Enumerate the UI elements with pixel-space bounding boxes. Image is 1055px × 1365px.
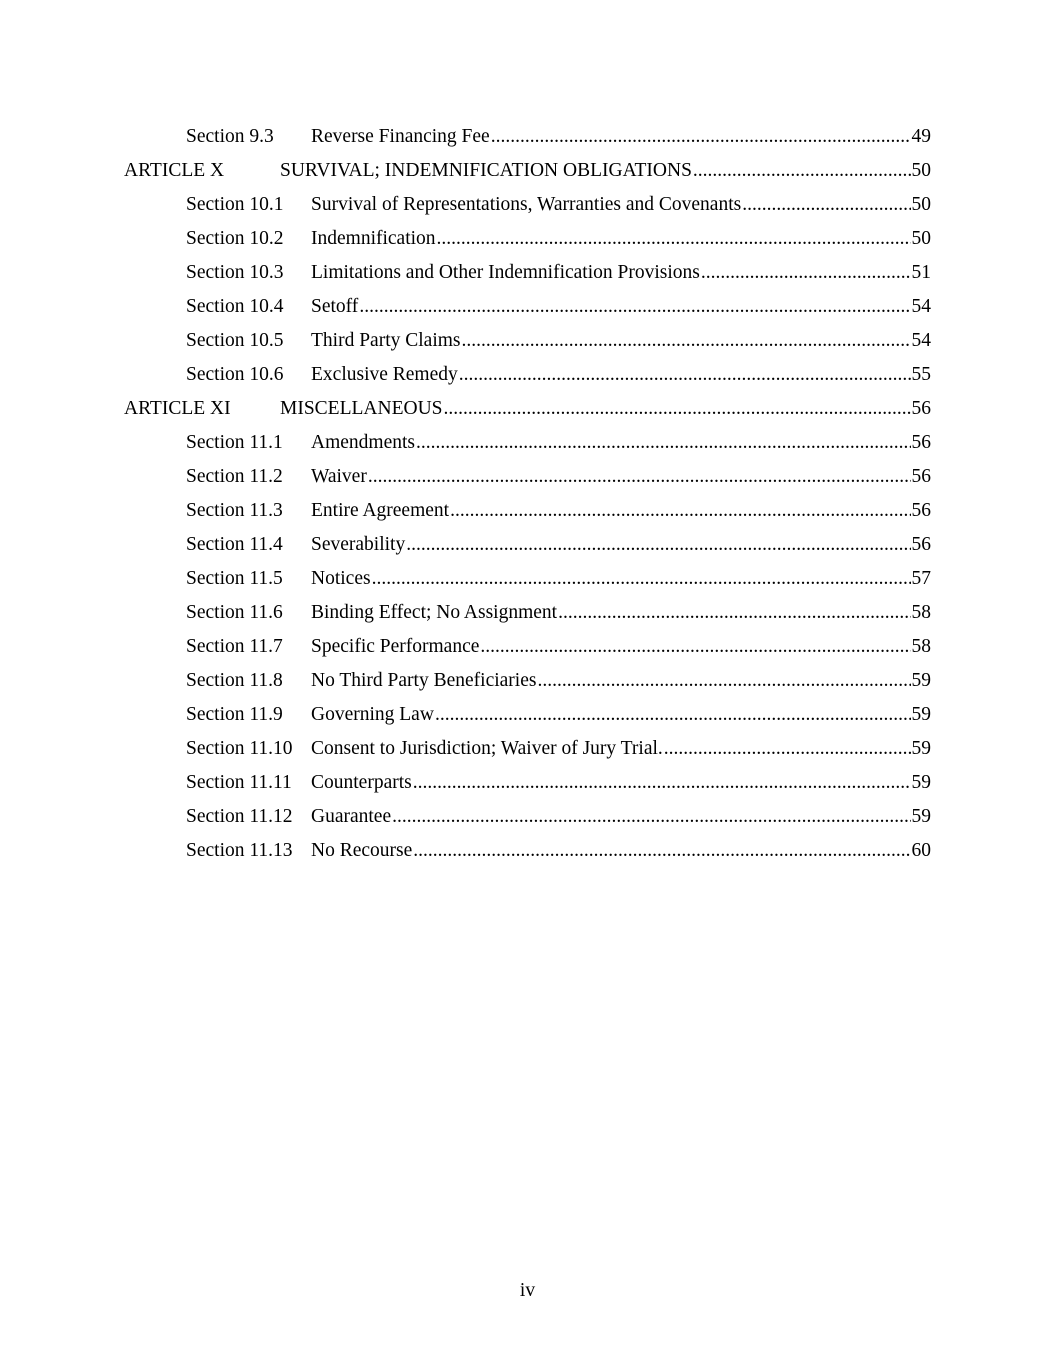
dot-leader bbox=[435, 702, 911, 728]
toc-entry-number: Section 11.13 bbox=[186, 840, 293, 861]
toc-entry-title: Consent to Jurisdiction; Waiver of Jury Trial. bbox=[311, 738, 663, 759]
toc-entry-title: Counterparts bbox=[311, 772, 412, 793]
toc-entry-number: ARTICLE X bbox=[124, 160, 225, 181]
toc-entry-page: 56 bbox=[911, 534, 931, 555]
toc-entry-page: 58 bbox=[911, 636, 931, 657]
toc-entry-page: 60 bbox=[911, 840, 931, 861]
dot-leader bbox=[413, 838, 910, 864]
toc-entry-number: Section 11.9 bbox=[186, 704, 283, 725]
toc-entry-number: Section 10.6 bbox=[186, 364, 284, 385]
toc-entry-number: Section 11.5 bbox=[186, 568, 283, 589]
toc-entry-section-11-13[interactable] bbox=[186, 838, 931, 864]
toc-entry-page: 49 bbox=[911, 126, 931, 147]
toc-entry-section-11-1[interactable] bbox=[186, 430, 931, 456]
toc-entry-title: Guarantee bbox=[311, 806, 392, 827]
toc-entry-article-x[interactable] bbox=[124, 158, 931, 184]
toc-entry-number: Section 10.4 bbox=[186, 296, 284, 317]
toc-entry-section-10-1[interactable] bbox=[186, 192, 931, 218]
toc-entry-title: MISCELLANEOUS bbox=[280, 398, 443, 419]
page-number: iv bbox=[519, 1280, 536, 1301]
toc-entry-title: Notices bbox=[311, 568, 371, 589]
dot-leader bbox=[480, 634, 910, 660]
toc-entry-page: 51 bbox=[911, 262, 931, 283]
toc-entry-section-10-3[interactable] bbox=[186, 260, 931, 286]
toc-entry-number: Section 11.10 bbox=[186, 738, 293, 759]
toc-entry-title: Waiver bbox=[311, 466, 367, 487]
toc-entry-section-10-4[interactable] bbox=[186, 294, 931, 320]
toc-entry-number: Section 11.4 bbox=[186, 534, 283, 555]
dot-leader bbox=[437, 226, 911, 252]
dot-leader bbox=[450, 498, 910, 524]
toc-entry-title: Amendments bbox=[311, 432, 415, 453]
toc-entry-page: 59 bbox=[911, 704, 931, 725]
toc-entry-title: No Third Party Beneficiaries bbox=[311, 670, 537, 691]
toc-entry-title: Exclusive Remedy bbox=[311, 364, 458, 385]
toc-entry-page: 54 bbox=[911, 330, 931, 351]
toc-entry-section-11-3[interactable] bbox=[186, 498, 931, 524]
dot-leader bbox=[491, 124, 911, 150]
dot-leader bbox=[558, 600, 910, 626]
dot-leader bbox=[664, 736, 911, 762]
toc-entry-title: Setoff bbox=[311, 296, 359, 317]
toc-entry-section-11-2[interactable] bbox=[186, 464, 931, 490]
toc-entry-title: No Recourse bbox=[311, 840, 413, 861]
toc-entry-title: Entire Agreement bbox=[311, 500, 450, 521]
toc-entry-number: Section 10.1 bbox=[186, 194, 284, 215]
dot-leader bbox=[392, 804, 910, 830]
dot-leader bbox=[537, 668, 910, 694]
toc-entry-page: 59 bbox=[911, 670, 931, 691]
dot-leader bbox=[413, 770, 911, 796]
toc-entry-section-11-6[interactable] bbox=[186, 600, 931, 626]
toc-entry-number: Section 10.2 bbox=[186, 228, 284, 249]
toc-entry-number: Section 11.3 bbox=[186, 500, 283, 521]
toc-entry-number: Section 11.1 bbox=[186, 432, 283, 453]
dot-leader bbox=[701, 260, 911, 286]
dot-leader bbox=[406, 532, 910, 558]
toc-entry-number: ARTICLE XI bbox=[124, 398, 231, 419]
toc-entry-number: Section 10.5 bbox=[186, 330, 284, 351]
toc-entry-page: 56 bbox=[911, 500, 931, 521]
toc-entry-section-11-10[interactable] bbox=[186, 736, 931, 762]
toc-entry-number: Section 11.12 bbox=[186, 806, 293, 827]
toc-entry-page: 50 bbox=[911, 194, 931, 215]
dot-leader bbox=[416, 430, 911, 456]
toc-entry-number: Section 11.6 bbox=[186, 602, 283, 623]
toc-entry-title: Governing Law bbox=[311, 704, 434, 725]
toc-entry-section-10-5[interactable] bbox=[186, 328, 931, 354]
toc-entry-page: 55 bbox=[911, 364, 931, 385]
toc-entry-page: 56 bbox=[911, 398, 931, 419]
toc-entry-number: Section 11.2 bbox=[186, 466, 283, 487]
dot-leader bbox=[459, 362, 911, 388]
toc-entry-section-9-3[interactable] bbox=[186, 124, 931, 150]
dot-leader bbox=[693, 158, 911, 184]
toc-entry-page: 50 bbox=[911, 160, 931, 181]
toc-entry-title: Indemnification bbox=[311, 228, 436, 249]
toc-entry-section-11-7[interactable] bbox=[186, 634, 931, 660]
toc-entry-title: Third Party Claims bbox=[311, 330, 461, 351]
dot-leader bbox=[444, 396, 911, 422]
dot-leader bbox=[372, 566, 911, 592]
toc-entry-title: Severability bbox=[311, 534, 406, 555]
toc-entry-page: 54 bbox=[911, 296, 931, 317]
toc-entry-title: Limitations and Other Indemnification Provisions bbox=[311, 262, 700, 283]
toc-entry-title: Reverse Financing Fee bbox=[311, 126, 490, 147]
toc-entry-section-10-2[interactable] bbox=[186, 226, 931, 252]
toc-entry-section-11-5[interactable] bbox=[186, 566, 931, 592]
dot-leader bbox=[462, 328, 911, 354]
toc-entry-page: 56 bbox=[911, 466, 931, 487]
toc-entry-section-11-4[interactable] bbox=[186, 532, 931, 558]
toc-entry-number: Section 9.3 bbox=[186, 126, 274, 147]
toc-entry-title: Binding Effect; No Assignment bbox=[311, 602, 558, 623]
toc-entry-page: 59 bbox=[911, 806, 931, 827]
toc-entry-page: 58 bbox=[911, 602, 931, 623]
dot-leader bbox=[742, 192, 910, 218]
toc-entry-section-11-12[interactable] bbox=[186, 804, 931, 830]
toc-entry-page: 50 bbox=[911, 228, 931, 249]
toc-entry-number: Section 11.7 bbox=[186, 636, 283, 657]
toc-entry-page: 59 bbox=[911, 772, 931, 793]
toc-entry-section-11-8[interactable] bbox=[186, 668, 931, 694]
toc-entry-page: 56 bbox=[911, 432, 931, 453]
toc-entry-article-xi[interactable] bbox=[124, 396, 931, 422]
toc-entry-title: Specific Performance bbox=[311, 636, 480, 657]
toc-entry-page: 59 bbox=[911, 738, 931, 759]
toc-entry-section-11-11[interactable] bbox=[186, 770, 931, 796]
dot-leader bbox=[359, 294, 910, 320]
toc-entry-section-11-9[interactable] bbox=[186, 702, 931, 728]
toc-entry-section-10-6[interactable] bbox=[186, 362, 931, 388]
toc-entry-number: Section 11.11 bbox=[186, 772, 292, 793]
toc-entry-number: Section 11.8 bbox=[186, 670, 283, 691]
dot-leader bbox=[368, 464, 911, 490]
toc-entry-title: SURVIVAL; INDEMNIFICATION OBLIGATIONS bbox=[280, 160, 692, 181]
toc-entry-title: Survival of Representations, Warranties and Covenants bbox=[311, 194, 742, 215]
toc-entry-page: 57 bbox=[911, 568, 931, 589]
toc-entry-number: Section 10.3 bbox=[186, 262, 284, 283]
